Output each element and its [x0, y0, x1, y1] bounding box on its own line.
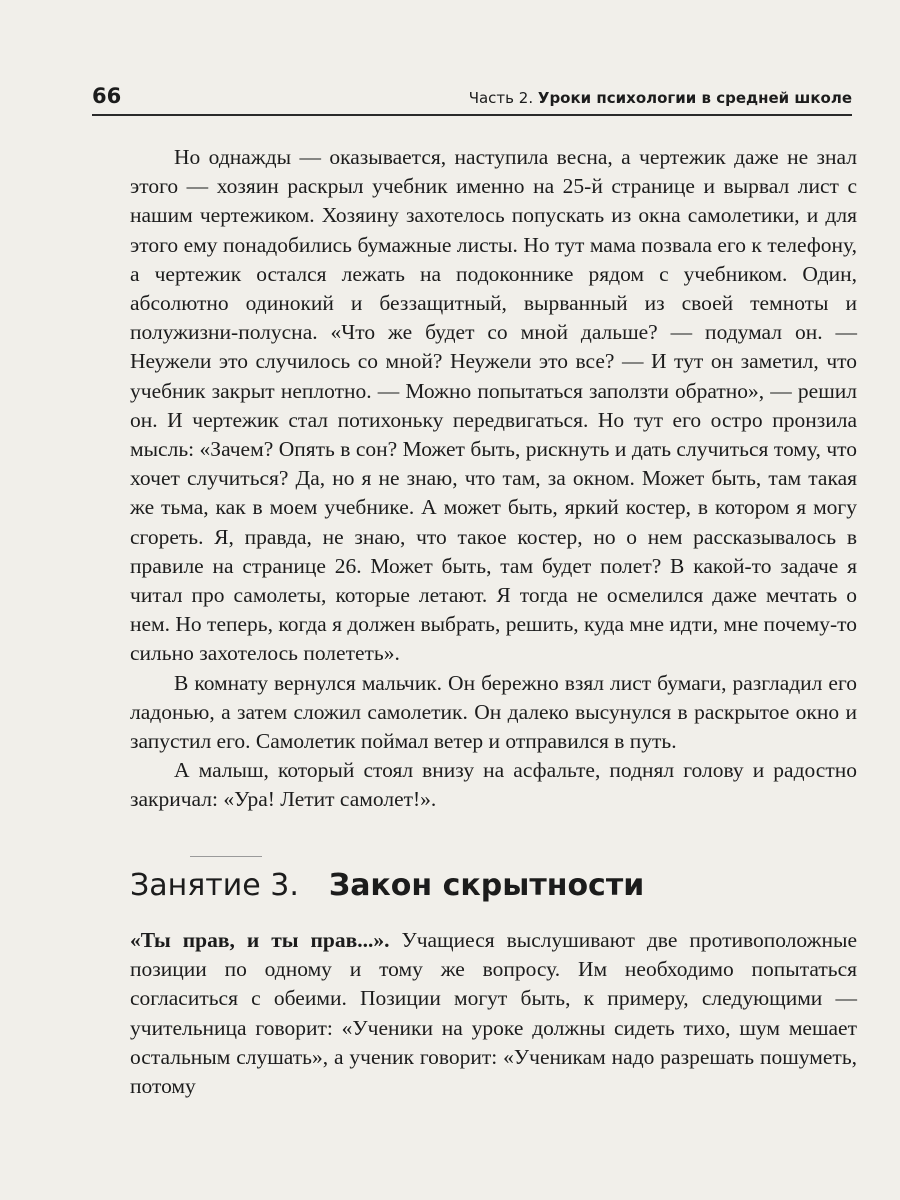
section-divider: [190, 856, 262, 857]
running-header: [92, 84, 852, 116]
section-heading: [130, 868, 644, 903]
running-title-part: Часть 2.: [468, 89, 534, 107]
exercise-text: [130, 926, 857, 1101]
exercise-body: Учащиеся выслушивают две противоположные позиции по одному и тому же вопросу. Им необходимо попытаться согласиться с обеими. Позиции могут быть, к примеру, следующими — учительница говорит: «Ученики на уроке должны сидеть тихо, шум мешает остальным слушать», а ученик говорит: «Ученикам надо разрешать пошуметь, потому: [130, 928, 857, 1099]
exercise-lead: «Ты прав, и ты прав...».: [130, 928, 390, 952]
section-number: Занятие 3.: [130, 868, 299, 903]
story-paragraph-1: Но однажды — оказывается, наступила весна, а чертежик даже не знал этого — хозяин раскрыл учебник именно на 25-й странице и вырвал лист с нашим чертежиком. Хозяину захотелось попускать из окна самолетики, и для этого ему понадобились бумажные листы. Но тут мама позвала его к телефону, а чертежик остался лежать на подоконнике рядом с учебником. Один, абсолютно одинокий и беззащитный, вырванный из своей темноты и полужизни-полусна. «Что же будет со мной дальше? — подумал он. — Неужели это случилось со мной? Неужели это все? — И тут он заметил, что учебник закрыт неплотно. — Можно попытаться заползти обратно», — решил он. И чертежик стал потихоньку передвигаться. Но тут его остро пронзила мысль: «Зачем? Опять в сон? Может быть, рискнуть и дать случиться тому, что хочет случиться? Да, но я не знаю, что там, за окном. Может быть, там такая же тьма, как в моем учебнике. А может быть, яркий костер, в котором я могу сгореть. Я, правда, не знаю, что такое костер, но о нем рассказывалось в правиле на странице 26. Может быть, там будет полет? В какой-то задаче я читал про самолеты, которые летают. Я тогда не осмелился даже мечтать о нем. Но теперь, когда я должен выбрать, решить, куда мне идти, мне почему-то сильно захотелось полететь».: [130, 145, 857, 666]
story-text: [130, 143, 857, 815]
page-number: 66: [92, 84, 122, 108]
exercise-paragraph: [130, 926, 857, 1101]
section-title: Закон скрытности: [328, 868, 645, 903]
running-title-chapter: Уроки психологии в средней школе: [537, 89, 852, 107]
story-paragraph-3: А малыш, который стоял внизу на асфальте, поднял голову и радостно закричал: «Ура! Летит самолет!».: [130, 758, 857, 812]
running-title: [469, 89, 852, 107]
story-paragraph-2: В комнату вернулся мальчик. Он бережно взял лист бумаги, разгладил его ладонью, а затем сложил самолетик. Он далеко высунулся в раскрытое окно и запустил его. Самолетик поймал ветер и отправился в путь.: [130, 670, 857, 754]
